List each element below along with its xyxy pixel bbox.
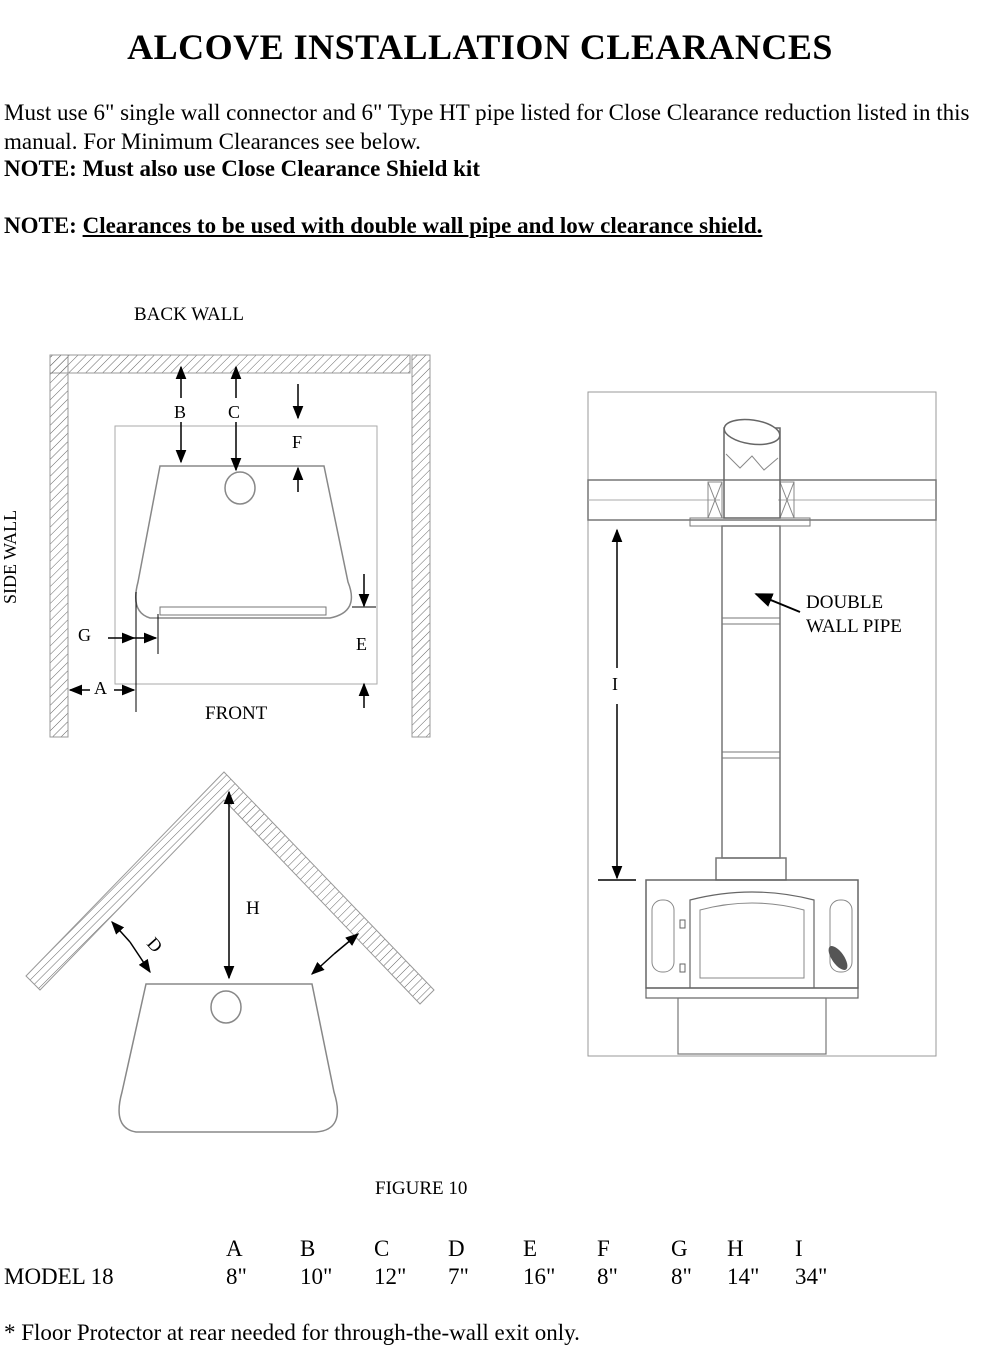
label-i: I bbox=[612, 674, 618, 694]
label-g: G bbox=[78, 625, 91, 645]
note-shield-kit: NOTE: Must also use Close Clearance Shield kit bbox=[4, 156, 480, 181]
elevation-frame bbox=[588, 392, 936, 1056]
intro-text: Must use 6" single wall connector and 6" Type HT pipe listed for Close Clearance reduction listed in this manual. For Minimum Clearances see below. bbox=[4, 100, 970, 154]
floor-protector bbox=[115, 426, 377, 684]
note-prefix: NOTE: bbox=[4, 213, 83, 238]
chimney-top bbox=[723, 416, 782, 448]
stove-handle bbox=[825, 943, 851, 973]
figure-caption: FIGURE 10 bbox=[375, 1178, 468, 1199]
stove-shield bbox=[160, 607, 326, 615]
side-elevation bbox=[588, 392, 936, 1056]
right-side-wall bbox=[412, 355, 430, 737]
left-side-wall bbox=[50, 355, 68, 737]
stove-body bbox=[646, 880, 858, 988]
pipe-pointer-arrow bbox=[756, 594, 800, 612]
header-a: A bbox=[226, 1236, 243, 1261]
label-b: B bbox=[174, 402, 187, 422]
value-b: 10" bbox=[300, 1264, 333, 1289]
label-h: H bbox=[246, 898, 260, 919]
value-i: 34" bbox=[795, 1264, 828, 1289]
header-c: C bbox=[374, 1236, 390, 1261]
stove-pedestal bbox=[678, 998, 826, 1054]
front-label: FRONT bbox=[205, 703, 268, 724]
stove-top-view bbox=[136, 466, 352, 618]
stove-door bbox=[690, 892, 814, 988]
value-d: 7" bbox=[448, 1264, 469, 1289]
header-g: G bbox=[671, 1236, 688, 1261]
header-d: D bbox=[448, 1236, 465, 1261]
header-e: E bbox=[523, 1236, 538, 1261]
label-e: E bbox=[356, 634, 367, 654]
label-a: A bbox=[94, 678, 107, 698]
back-wall-label: BACK WALL bbox=[134, 304, 244, 325]
page-title: ALCOVE INSTALLATION CLEARANCES bbox=[127, 27, 833, 67]
header-f: F bbox=[597, 1236, 610, 1261]
flue-collar bbox=[225, 472, 255, 504]
corner-stove bbox=[119, 984, 337, 1132]
stove-collar bbox=[716, 858, 786, 880]
side-panel-left bbox=[652, 900, 674, 972]
header-i: I bbox=[795, 1236, 803, 1261]
label-c: C bbox=[228, 402, 241, 422]
value-e: 16" bbox=[523, 1264, 556, 1289]
header-b: B bbox=[300, 1236, 316, 1261]
clearance-table bbox=[0, 1236, 1002, 1296]
value-c: 12" bbox=[374, 1264, 407, 1289]
double-wall-pipe-label-1: DOUBLE bbox=[806, 592, 884, 613]
corner-walls bbox=[26, 772, 434, 1004]
corner-view bbox=[26, 772, 434, 1132]
value-h: 14" bbox=[727, 1264, 760, 1289]
value-a: 8" bbox=[226, 1264, 247, 1289]
back-wall bbox=[50, 355, 410, 373]
value-g: 8" bbox=[671, 1264, 692, 1289]
label-d: D bbox=[143, 933, 167, 957]
ceiling-support bbox=[690, 518, 810, 526]
double-wall-pipe bbox=[722, 526, 780, 858]
alcove-top-view bbox=[0, 304, 430, 737]
side-wall-label: SIDE WALL bbox=[0, 509, 20, 604]
model-name: MODEL 18 bbox=[4, 1264, 114, 1289]
corner-flue-collar bbox=[211, 991, 241, 1023]
value-f: 8" bbox=[597, 1264, 618, 1289]
label-f: F bbox=[292, 432, 303, 452]
footnote: * Floor Protector at rear needed for through-the-wall exit only. bbox=[4, 1320, 580, 1345]
note-underlined: Clearances to be used with double wall pipe and low clearance shield. bbox=[82, 213, 763, 238]
header-h: H bbox=[727, 1236, 744, 1261]
double-wall-pipe-label-2: WALL PIPE bbox=[806, 616, 902, 637]
